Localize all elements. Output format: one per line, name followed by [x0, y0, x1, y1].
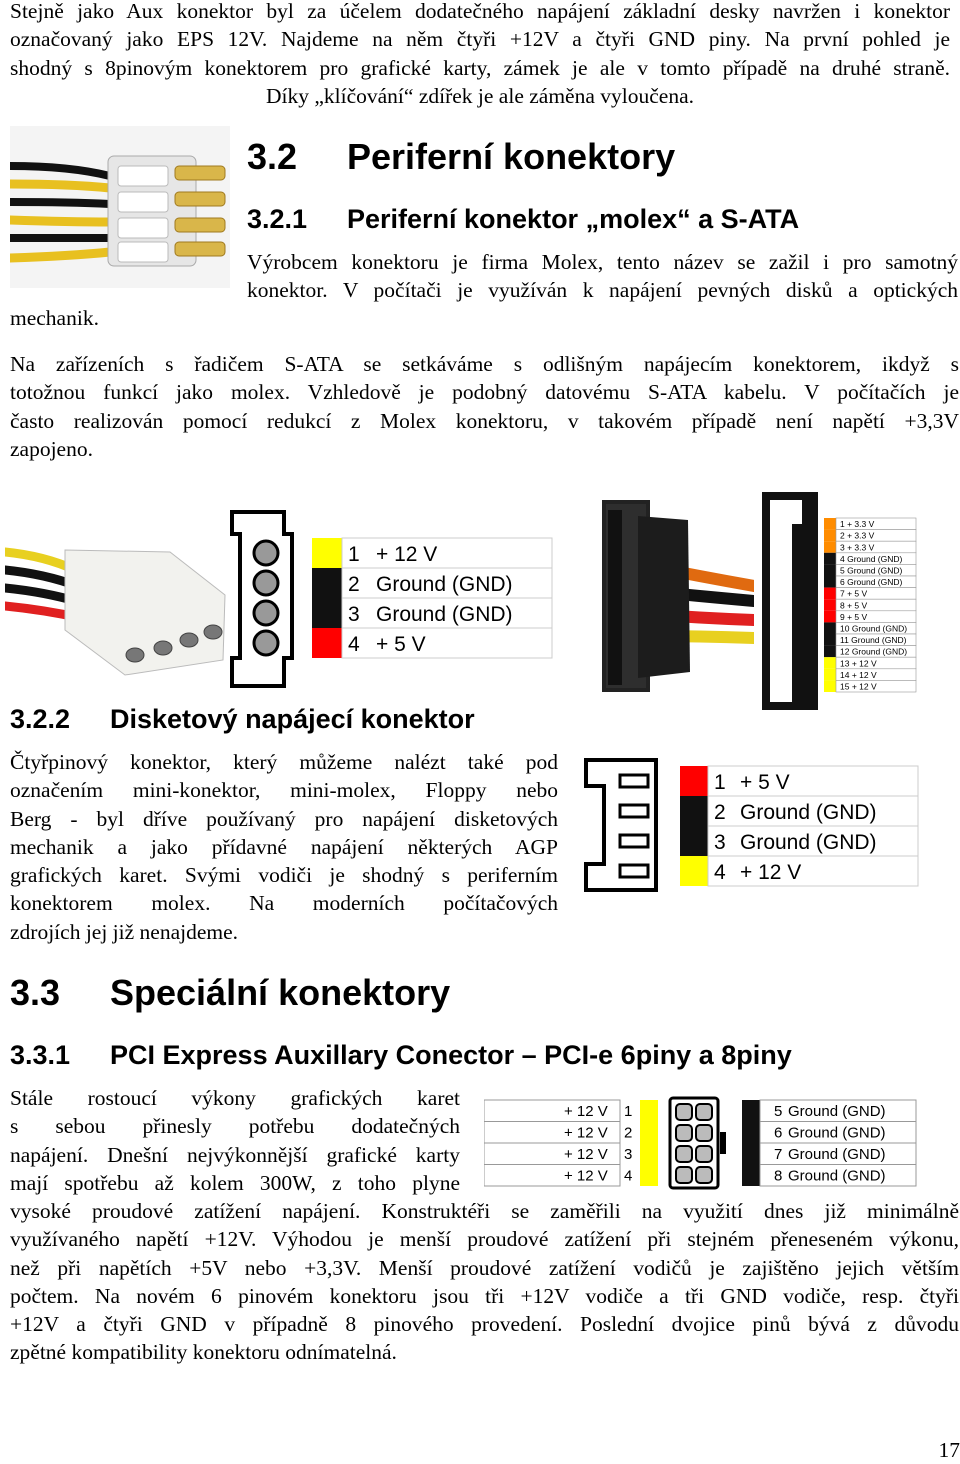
pin-color-swatch: [640, 1165, 658, 1187]
pin-number: 4: [714, 861, 726, 884]
pin-label: 5 Ground (GND): [840, 565, 903, 576]
heading-number: 3.2.1: [247, 204, 308, 234]
text-line: využívaného napětí +12V. Výhodou je menší proudové zatížení při stejném přeneseném výkonu,: [10, 1227, 959, 1252]
pin-hole: [696, 1104, 712, 1120]
pin-label: 3 + 3.3 V: [840, 542, 875, 553]
pin-label: + 12 V: [740, 861, 802, 884]
text-line: zdrojích jej již nenajdeme.: [10, 919, 239, 944]
pin-label: Ground (GND): [740, 801, 877, 824]
heading-3-2-1: [247, 204, 799, 235]
pin-number: 4: [348, 633, 360, 656]
pcie-latch: [720, 1132, 726, 1154]
pin-label: + 5 V: [740, 771, 790, 794]
text-line: +12V a čtyři GND v případně 8 pinového provedení. Poslední dvojice pinů bývá z důvodu: [10, 1312, 959, 1337]
text-line: Stále rostoucí výkony grafických karet: [10, 1086, 460, 1110]
pin-color-swatch: [824, 576, 836, 588]
pin-label: Ground (GND): [376, 573, 513, 596]
text-line: Berg - byl dříve používaný pro napájení disketových: [10, 806, 558, 831]
pin-label: 14 + 12 V: [840, 669, 877, 680]
pin-color-swatch: [640, 1143, 658, 1165]
pin-label: Ground (GND): [788, 1124, 886, 1142]
heading-3-2-2: [10, 704, 475, 735]
text-line: zapojeno.: [10, 436, 93, 461]
pin-label: 10 Ground (GND): [840, 623, 908, 634]
pin-slot: [620, 865, 648, 877]
pin-color-swatch: [680, 766, 708, 796]
pin-color-swatch: [824, 518, 836, 530]
pin-color-swatch: [824, 634, 836, 646]
pin-color-swatch: [742, 1100, 760, 1122]
floppy-pinout-diagram: [582, 756, 922, 896]
pin-label: + 12 V: [564, 1146, 608, 1163]
pin-color-swatch: [640, 1100, 658, 1122]
pin-color-swatch: [824, 657, 836, 669]
pin-label: 9 + 5 V: [840, 611, 868, 622]
pin-row: [342, 628, 552, 658]
pin-number: 8: [774, 1167, 783, 1185]
pin-hole: [696, 1125, 712, 1141]
pin-label: 12 Ground (GND): [840, 646, 908, 657]
pin-label: + 5 V: [376, 633, 426, 656]
pin-color-swatch: [824, 564, 836, 576]
heading-number: 3.2: [247, 136, 298, 177]
pin-color-swatch: [312, 568, 342, 598]
text-line: konektor. V počítači je využíván k napájení pevných disků a optických: [247, 278, 958, 303]
pin-label: Ground (GND): [788, 1103, 886, 1120]
pin-label: 7 + 5 V: [840, 588, 868, 599]
heading-number: 3.2.2: [10, 704, 71, 734]
pin-hole: [676, 1104, 692, 1120]
pin-color-swatch: [824, 599, 836, 611]
eps-connector-photo: [10, 126, 230, 288]
molex-pinout-diagram: [228, 508, 556, 690]
pin-color-swatch: [680, 826, 708, 856]
pin-label: 11 Ground (GND): [840, 635, 907, 646]
heading-title: Disketový napájecí konektor: [110, 704, 475, 734]
molex-paragraph: [247, 248, 958, 305]
pcie-paragraph-full: [10, 1197, 959, 1367]
text-line: zpětné kompatibility konektoru odnímatelná.: [10, 1340, 397, 1365]
pin-label: + 12 V: [564, 1103, 608, 1120]
pin-color-swatch: [312, 598, 342, 628]
pin-number: 6: [774, 1124, 783, 1142]
pin-hole: [676, 1167, 692, 1183]
text-line: Stejně jako Aux konektor byl za účelem dodatečného napájení základní desky navržen i konektor: [10, 0, 950, 23]
pin-number: 4: [624, 1167, 633, 1185]
pin-color-swatch: [680, 796, 708, 826]
pin-color-swatch: [824, 588, 836, 600]
text-line: grafických karet. Svými vodiči je shodný s periferním: [10, 863, 558, 888]
pin-slot: [620, 775, 648, 787]
pin-color-swatch: [640, 1122, 658, 1144]
pin-label: 15 + 12 V: [840, 681, 877, 692]
text-line: označovaný jako EPS 12V. Najdeme na něm čtyři +12V a čtyři GND piny. Na první pohled je: [10, 27, 950, 52]
text-line: shodný s 8pinovým konektorem pro grafické karty, zámek je ale v tomto případě na druhé straně.: [10, 55, 950, 80]
text-line: označením mini-konektor, mini-molex, Floppy nebo: [10, 778, 558, 803]
molex-connector-photo: [5, 540, 230, 680]
pin-hole: [254, 571, 278, 595]
pin-number: 2: [348, 573, 360, 596]
pin-color-swatch: [824, 669, 836, 681]
pin-number: 3: [624, 1146, 633, 1163]
pin-label: 13 + 12 V: [840, 658, 877, 669]
page-number: 17: [938, 1438, 960, 1462]
text-line: Čtyřpinový konektor, který můžeme nalézt také pod: [10, 750, 558, 774]
heading-title: Periferní konektory: [347, 136, 676, 177]
pin-color-swatch: [824, 646, 836, 658]
pin-hole: [254, 601, 278, 625]
sata-connector-photo: [598, 496, 754, 694]
pcie-pinout-diagram: [484, 1096, 918, 1190]
sata-paragraph: [10, 350, 959, 463]
pin-label: Ground (GND): [740, 831, 877, 854]
heading-title: PCI Express Auxillary Conector – PCI-e 6piny a 8piny: [110, 1040, 792, 1070]
heading-number: 3.3.1: [10, 1040, 71, 1070]
heading-3-2: [247, 136, 675, 178]
heading-title: Speciální konektory: [110, 972, 451, 1013]
pin-number: 2: [714, 801, 726, 824]
pin-number: 2: [624, 1124, 633, 1142]
pin-slot: [620, 835, 648, 847]
pin-hole: [696, 1146, 712, 1162]
pin-color-swatch: [824, 611, 836, 623]
pin-number: 3: [714, 831, 726, 854]
pcie-paragraph-narrow: [10, 1084, 460, 1197]
floppy-paragraph: [10, 748, 558, 946]
pin-label: 8 + 5 V: [840, 600, 868, 611]
pin-color-swatch: [680, 856, 708, 886]
text-line: konektorem molex. Na moderních počítačových: [10, 891, 558, 916]
text-line: Díky „klíčování“ zdířek je ale záměna vyloučena.: [265, 83, 694, 108]
molex-body: [232, 512, 292, 686]
pin-number: 1: [624, 1103, 633, 1120]
pin-hole: [696, 1167, 712, 1183]
molex-paragraph-tail: mechanik.: [10, 306, 99, 330]
pin-color-swatch: [824, 553, 836, 565]
text-line: s sebou přinesly potřebu dodatečných: [10, 1114, 460, 1139]
text-line: napájení. Dnešní nejvýkonnější grafické karty: [10, 1142, 460, 1167]
text-line: Na zařízeních s řadičem S-ATA se setkáváme s odlišným napájecím konektorem, ikdyž s: [10, 352, 959, 376]
pin-label: 6 Ground (GND): [840, 577, 903, 588]
text-line: často realizován pomocí redukcí z Molex konektoru, v takovém případě není napětí +3,3V: [10, 408, 959, 433]
pin-slot: [620, 805, 648, 817]
pin-number: 5: [774, 1103, 783, 1120]
pin-label: + 12 V: [376, 543, 438, 566]
pin-color-swatch: [742, 1143, 760, 1165]
pin-number: 1: [714, 771, 726, 794]
sata-pinout-diagram: [762, 488, 920, 712]
heading-number: 3.3: [10, 972, 61, 1013]
pin-color-swatch: [824, 541, 836, 553]
pin-color-swatch: [312, 628, 342, 658]
pin-label: 1 + 3.3 V: [840, 519, 875, 530]
pin-number: 7: [774, 1146, 783, 1163]
pin-color-swatch: [824, 530, 836, 542]
pin-label: Ground (GND): [788, 1167, 886, 1185]
pin-hole: [676, 1125, 692, 1141]
text-line: počtem. Na novém 6 pinovém konektoru jsou tři +12V vodiče a tři GND vodiče, resp. čtyři: [10, 1283, 959, 1308]
text-line: totožnou funkcí jako molex. Vzhledově je podobný datovému S-ATA kabelu. V počítačích je: [10, 380, 959, 405]
text-line: mechanik a jako přídavné napájení některých AGP: [10, 834, 558, 859]
pin-color-swatch: [312, 538, 342, 568]
text-line: než při napětích +5V nebo +3,3V. Menší proudové zatížení vodičů je zajištěno jejich větším: [10, 1255, 959, 1280]
heading-3-3-1: [10, 1040, 792, 1071]
heading-title: Periferní konektor „molex“ a S-ATA: [347, 204, 800, 234]
pin-row: [342, 538, 552, 568]
pin-hole: [676, 1146, 692, 1162]
pin-label: Ground (GND): [376, 603, 513, 626]
pin-hole: [254, 631, 278, 655]
text-line: mají spotřebu až kolem 300W, z toho plyne: [10, 1170, 460, 1195]
pin-label: 2 + 3.3 V: [840, 530, 875, 541]
pin-color-swatch: [824, 622, 836, 634]
pin-label: 4 Ground (GND): [840, 553, 903, 564]
pin-number: 3: [348, 603, 360, 626]
intro-paragraph: [10, 0, 950, 110]
pin-color-swatch: [824, 680, 836, 692]
pin-hole: [254, 541, 278, 565]
pin-label: + 12 V: [564, 1167, 608, 1185]
pin-label: Ground (GND): [788, 1146, 886, 1163]
pin-color-swatch: [742, 1122, 760, 1144]
pin-number: 1: [348, 543, 360, 566]
text-line: Výrobcem konektoru je firma Molex, tento název se zažil i pro samotný: [247, 250, 958, 274]
heading-3-3: [10, 972, 450, 1014]
pin-color-swatch: [742, 1165, 760, 1187]
pin-label: + 12 V: [564, 1124, 608, 1142]
text-line: vysoké proudové zatížení napájení. Konstruktéři se zaměřili na využití dnes již minimálně: [10, 1199, 959, 1223]
